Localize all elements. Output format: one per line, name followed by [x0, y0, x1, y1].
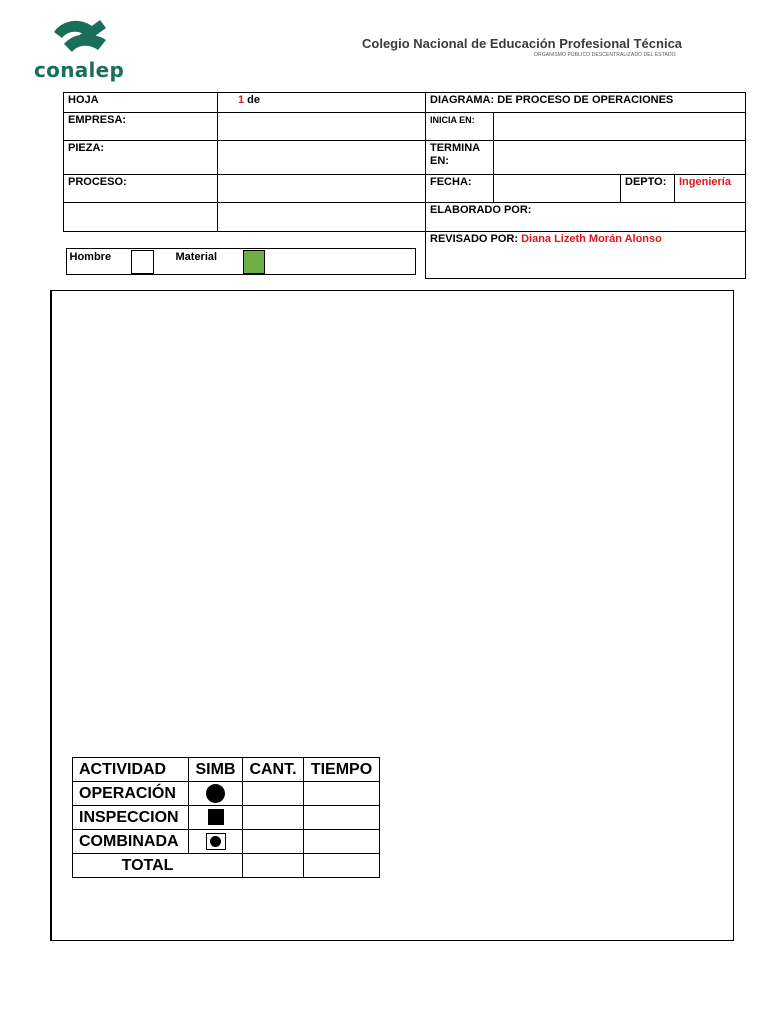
header-tiempo: TIEMPO: [304, 758, 380, 782]
actividad-operacion: OPERACIÓN: [73, 782, 189, 806]
depto-value[interactable]: Ingeniería: [675, 175, 746, 203]
activity-summary-table: [72, 757, 380, 878]
blank-label-cell: [64, 203, 218, 232]
filled-circle-icon: [206, 784, 225, 803]
hoja-number: 1: [238, 94, 245, 106]
tiempo-cell[interactable]: [304, 806, 380, 830]
table-row: [73, 830, 380, 854]
fecha-label: FECHA:: [426, 175, 494, 203]
header-cant: CANT.: [243, 758, 304, 782]
logo-wordmark: conalep: [34, 58, 125, 82]
material-label: Material: [175, 251, 218, 263]
tiempo-cell[interactable]: [304, 830, 380, 854]
fecha-field[interactable]: [494, 175, 621, 203]
simb-cell: [189, 782, 243, 806]
table-row: [73, 854, 380, 878]
cant-cell[interactable]: [243, 782, 304, 806]
hombre-checkbox[interactable]: [131, 250, 154, 274]
actividad-inspeccion: INSPECCION: [73, 806, 189, 830]
simb-cell: [189, 806, 243, 830]
actividad-combinada: COMBINADA: [73, 830, 189, 854]
pieza-field[interactable]: [218, 141, 426, 175]
hoja-de-label: de: [244, 94, 261, 106]
inicia-label: INICIA EN:: [426, 113, 494, 141]
empresa-field[interactable]: [218, 113, 426, 141]
header-simb: SIMB: [189, 758, 243, 782]
depto-label: DEPTO:: [621, 175, 675, 203]
tiempo-cell[interactable]: [304, 782, 380, 806]
filled-square-icon: [208, 809, 224, 825]
table-row: [73, 806, 380, 830]
process-header-form: [63, 92, 746, 279]
empresa-label: EMPRESA:: [64, 113, 218, 141]
cant-cell[interactable]: [243, 806, 304, 830]
table-row: [73, 782, 380, 806]
header-actividad: ACTIVIDAD: [73, 758, 189, 782]
revisado-cell[interactable]: [426, 232, 746, 279]
hoja-cell[interactable]: [218, 93, 426, 113]
hombre-material-box: [66, 248, 416, 275]
material-checkbox[interactable]: [243, 250, 265, 274]
termina-label: TERMINA EN:: [426, 141, 494, 175]
hombre-material-cell: [64, 232, 426, 279]
diagrama-label: DIAGRAMA: DE PROCESO DE OPERACIONES: [426, 93, 746, 113]
blank-field[interactable]: [218, 203, 426, 232]
total-label: TOTAL: [73, 854, 243, 878]
inicia-field[interactable]: [494, 113, 746, 141]
termina-field[interactable]: [494, 141, 746, 175]
institution-subtitle: ORGANISMO PÚBLICO DESCENTRALIZADO DEL ESTADO: [534, 52, 676, 58]
simb-cell: [189, 830, 243, 854]
proceso-label: PROCESO:: [64, 175, 218, 203]
total-tiempo-cell[interactable]: [304, 854, 380, 878]
proceso-field[interactable]: [218, 175, 426, 203]
hoja-label: HOJA: [64, 93, 218, 113]
revisado-value: Diana Lizeth Morán Alonso: [521, 233, 662, 245]
circle-in-square-icon: [206, 833, 226, 850]
institution-name: Colegio Nacional de Educación Profesional Técnica: [362, 36, 683, 51]
total-cant-cell[interactable]: [243, 854, 304, 878]
revisado-label: REVISADO POR:: [430, 233, 522, 245]
hombre-label: Hombre: [69, 251, 112, 263]
pieza-label: PIEZA:: [64, 141, 218, 175]
cant-cell[interactable]: [243, 830, 304, 854]
elaborado-label: ELABORADO POR:: [426, 203, 746, 232]
